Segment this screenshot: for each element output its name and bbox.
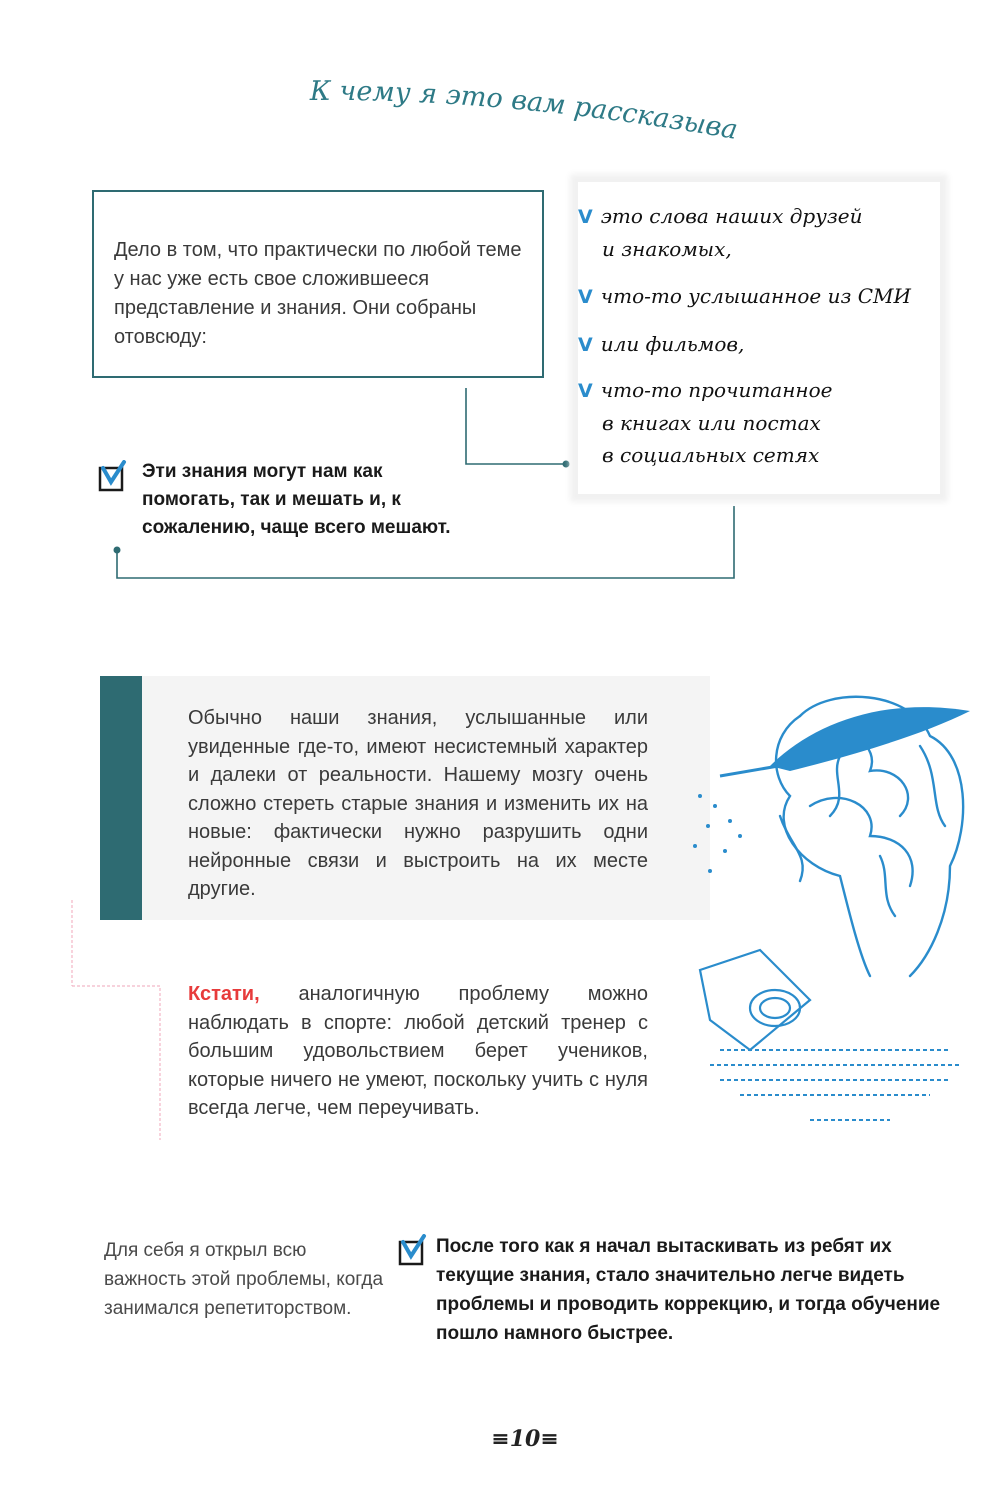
source-item-2: V что-то услышанное из СМИ xyxy=(578,284,911,308)
source-item-3: V или фильмов, xyxy=(578,332,745,356)
intro-paragraph: Дело в том, что практически по любой теме у нас уже есть свое сложившееся представление и знания. Они собраны отовсюду: xyxy=(114,239,522,348)
check-mark-icon: V xyxy=(578,206,593,228)
intro-box xyxy=(92,190,544,378)
point-1-text: Эти знания могут нам как помогать, так и мешать и, к сожалению, чаще всего мешают. xyxy=(142,461,451,538)
teal-arrow-bar xyxy=(100,676,142,920)
highlight-paragraph: Обычно наши знания, услышанные или увиденные где-то, имеют несистемный характер и далеки от реальности. Нашему мозгу очень сложно стереть старые знания и изменить их на новые: фактически нужно разрушить одни нейронные связи и выстроить на их месте другие. xyxy=(188,707,648,900)
page-number-value: 10 xyxy=(509,1426,541,1452)
check-mark-icon: V xyxy=(578,380,593,402)
source-item-4: V что-то прочитанное в книгах или постах в социальных сетях xyxy=(578,378,833,467)
source-item-1: V это слова наших друзей и знакомых, xyxy=(578,204,863,261)
kstati-label: Кстати, xyxy=(188,983,260,1005)
side-note: Для себя я открыл всю важность этой проблемы, когда занимался репетиторством. xyxy=(104,1240,384,1319)
checkbox-check-icon xyxy=(398,1234,428,1266)
heading-text: К чему я это вам рассказываю? xyxy=(288,52,740,146)
check-mark-icon: V xyxy=(578,334,593,356)
kstati-paragraph xyxy=(188,980,648,1123)
kstati-text: аналогичную проблему можно наблюдать в спорте: любой детский тренер с большим удовольствием берет учеников, которые ничего не умеют, поскольку учить с нуля всегда легче, чем переучивать. xyxy=(188,983,648,1119)
page-dash-left-icon: ≡ xyxy=(491,1426,510,1452)
ink-bottle-illustration xyxy=(690,940,980,1140)
check-mark-icon: V xyxy=(578,286,593,308)
page-number xyxy=(480,1426,570,1452)
page-dash-right-icon: ≡ xyxy=(540,1426,559,1452)
sources-card xyxy=(578,182,940,494)
point-2-text: После того как я начал вытаскивать из ребят их текущие знания, стало значительно легче видеть проблемы и проводить коррекцию, и тогда обучение пошло намного быстрее. xyxy=(436,1236,941,1344)
checkbox-check-icon xyxy=(98,460,128,492)
